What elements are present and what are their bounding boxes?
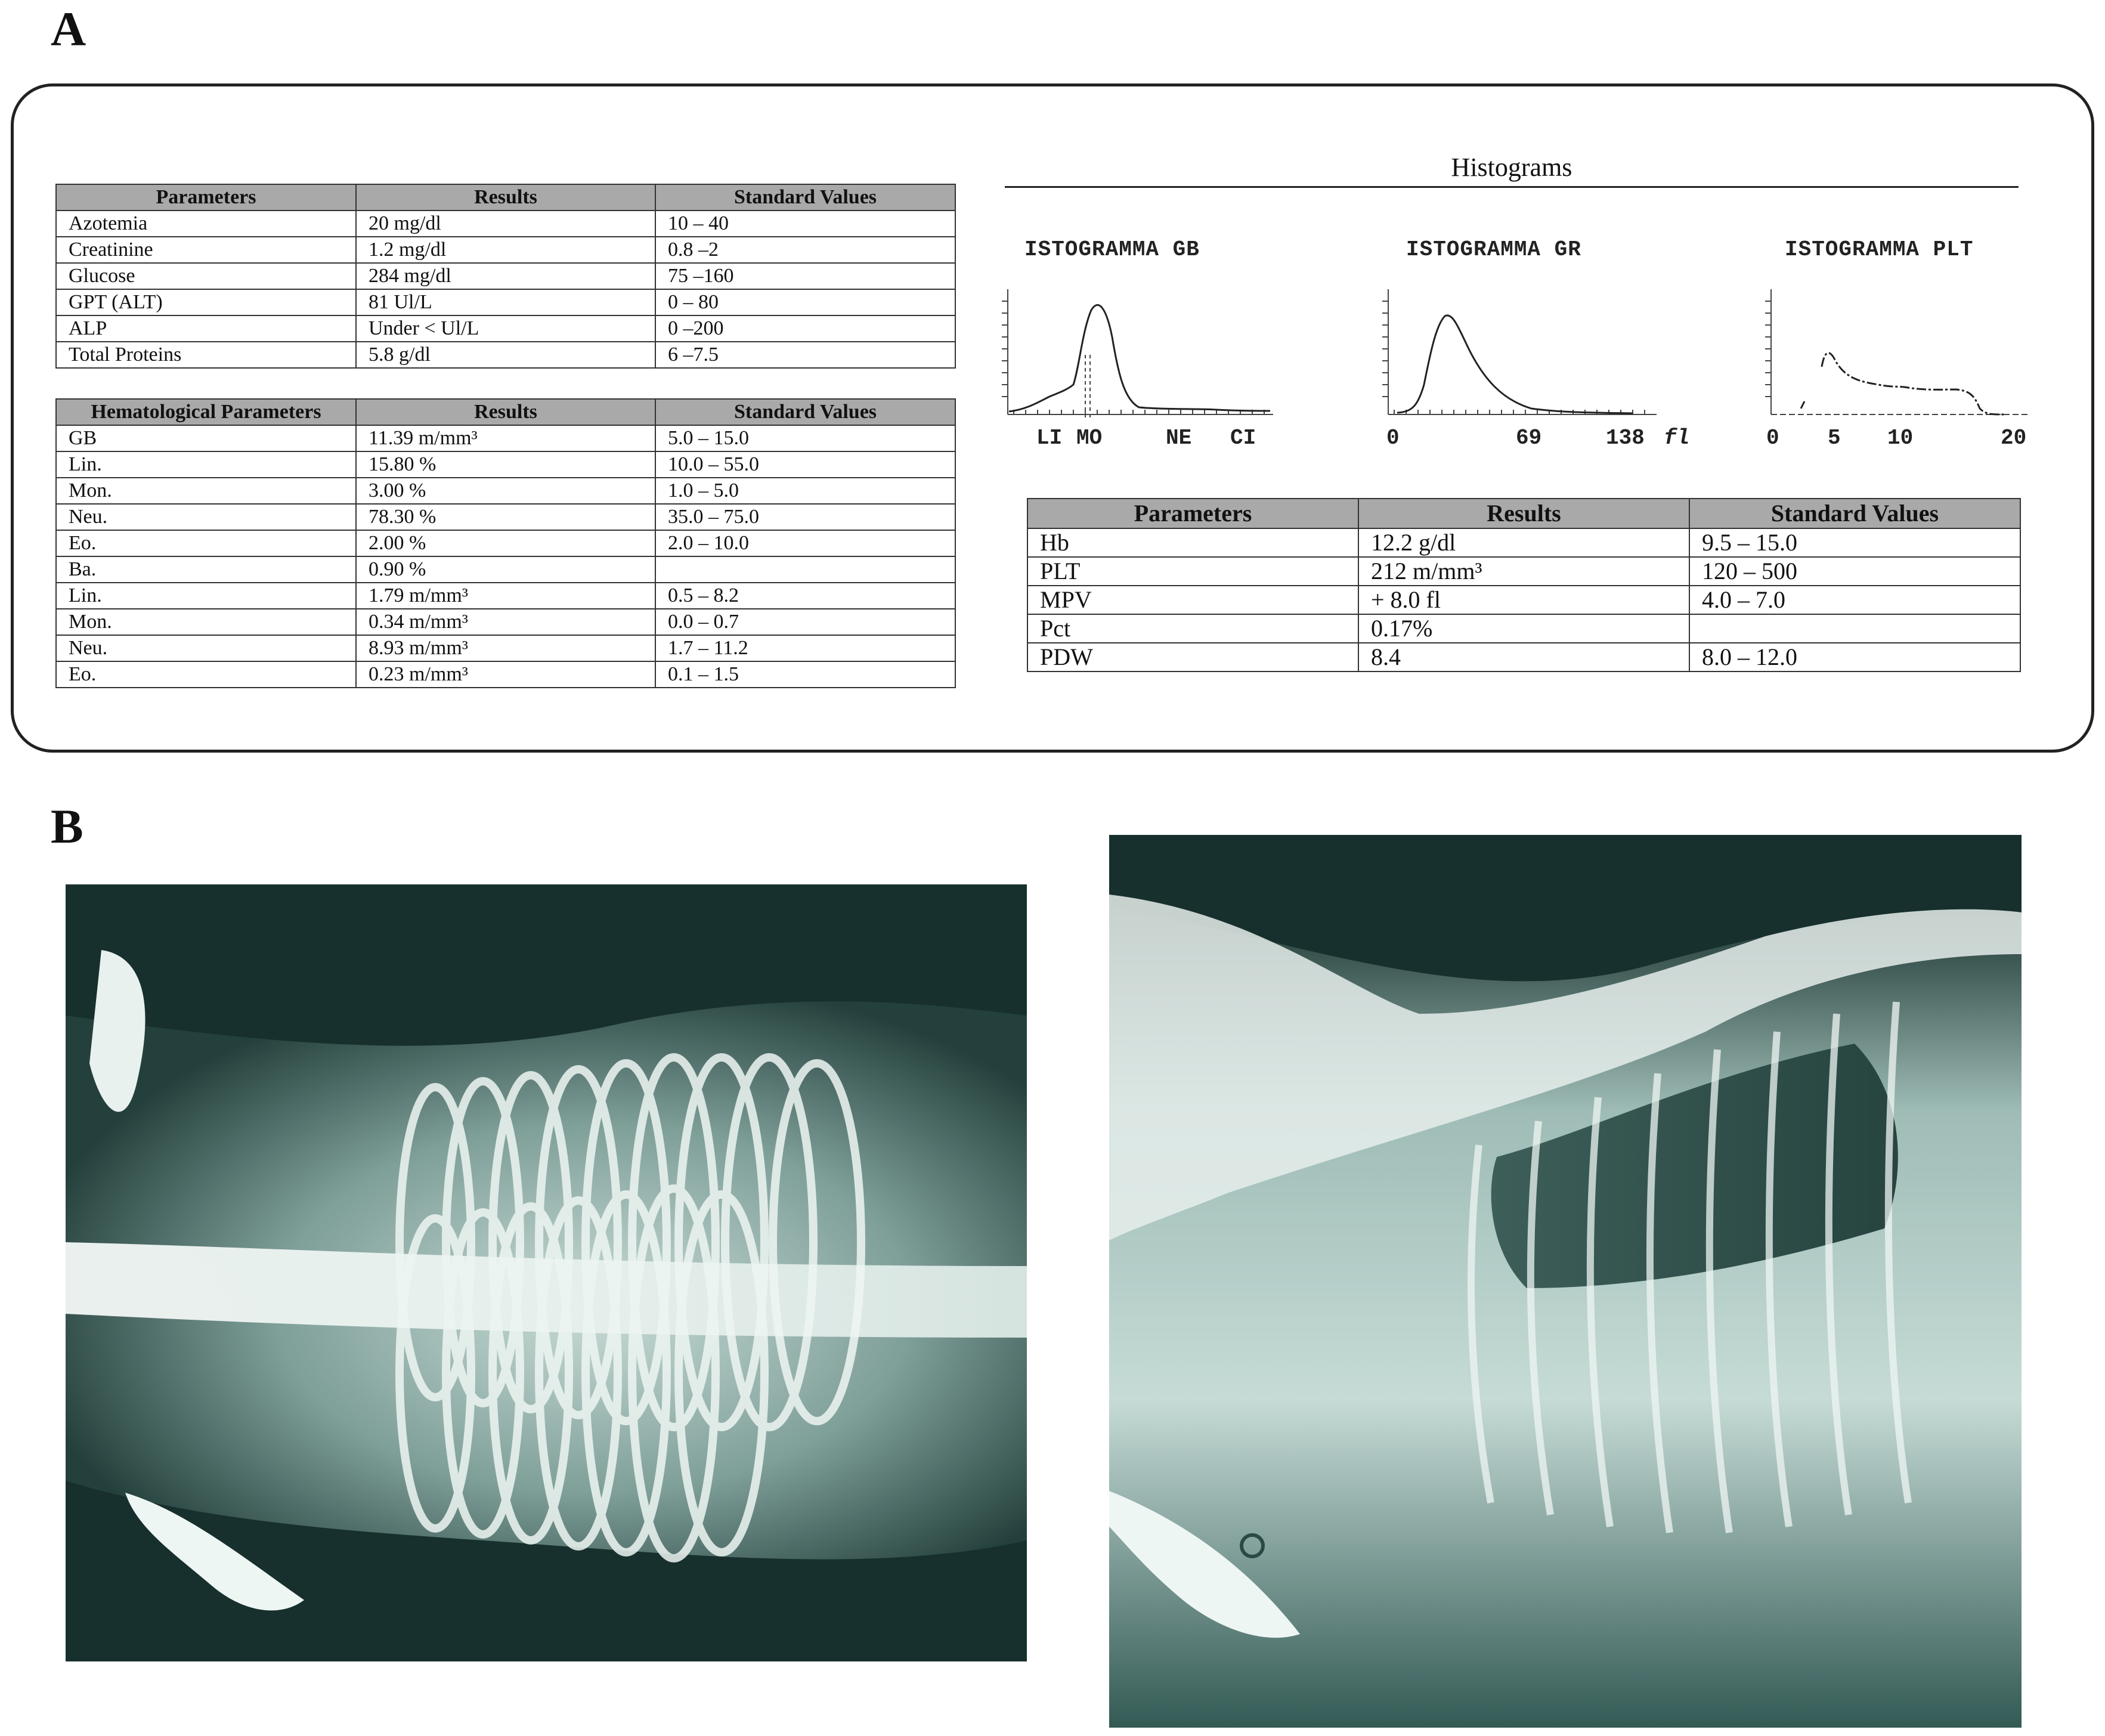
histogram-gb-axis-ne: NE: [1166, 426, 1192, 450]
cell-result: 78.30 %: [356, 504, 655, 530]
cell-standard: 4.0 – 7.0: [1689, 586, 2020, 614]
histogram-gb-label: ISTOGRAMMA GB: [1024, 237, 1200, 262]
column-header: Hematological Parameters: [56, 399, 356, 425]
cell-standard: 0.1 – 1.5: [655, 661, 955, 688]
cell-standard: 75 –160: [655, 263, 955, 289]
histogram-gr-axis-138: 138: [1606, 426, 1645, 450]
histogram-gb-axis-mo: MO: [1076, 426, 1103, 450]
cell-standard: 2.0 – 10.0: [655, 530, 955, 556]
cell-standard: 0.0 – 0.7: [655, 609, 955, 635]
cell-standard: 0.8 –2: [655, 237, 955, 263]
cell-standard: 10 – 40: [655, 211, 955, 237]
table-row: [56, 237, 955, 263]
table-header-row: [56, 184, 955, 211]
histogram-gr-axis-0: 0: [1386, 426, 1400, 450]
biochemistry-table: [55, 184, 956, 369]
column-header: Standard Values: [655, 399, 955, 425]
cell-parameter: Total Proteins: [56, 342, 356, 368]
table-row: [56, 478, 955, 504]
cell-result: 1.2 mg/dl: [356, 237, 655, 263]
cell-result: 5.8 g/dl: [356, 342, 655, 368]
table-row: [1027, 643, 2020, 671]
cell-parameter: GPT (ALT): [56, 289, 356, 315]
cell-result: 81 Ul/L: [356, 289, 655, 315]
column-header: Results: [356, 399, 655, 425]
platelet-table: [1027, 498, 2021, 672]
cell-parameter: Mon.: [56, 478, 356, 504]
table-row: [56, 425, 955, 451]
cell-parameter: Hb: [1027, 528, 1358, 557]
cell-standard: [1689, 614, 2020, 643]
table-row: [56, 504, 955, 530]
cell-result: 1.79 m/mm³: [356, 583, 655, 609]
histogram-plt-label: ISTOGRAMMA PLT: [1785, 237, 1974, 262]
histogram-plt-plot: [1765, 283, 2033, 420]
xray-ventrodorsal-image: [66, 884, 1027, 1661]
table-row: [56, 635, 955, 661]
hematology-table: [55, 398, 956, 688]
cell-result: 212 m/mm³: [1358, 557, 1689, 586]
cell-parameter: Eo.: [56, 530, 356, 556]
table-row: [1027, 586, 2020, 614]
cell-standard: 120 – 500: [1689, 557, 2020, 586]
cell-parameter: PLT: [1027, 557, 1358, 586]
table-row: [56, 315, 955, 342]
histogram-gr-label: ISTOGRAMMA GR: [1406, 237, 1581, 262]
cell-result: 3.00 %: [356, 478, 655, 504]
xray-image-icon: [1109, 835, 2022, 1728]
cell-standard: 6 –7.5: [655, 342, 955, 368]
table-row: [56, 583, 955, 609]
column-header: Parameters: [56, 184, 356, 211]
table-row: [56, 451, 955, 478]
cell-result: 15.80 %: [356, 451, 655, 478]
column-header: Results: [356, 184, 655, 211]
table-row: [56, 530, 955, 556]
table-row: [1027, 557, 2020, 586]
cell-parameter: Mon.: [56, 609, 356, 635]
cell-parameter: GB: [56, 425, 356, 451]
table-header-row: [1027, 499, 2020, 528]
xray-laterolateral-image: [1109, 835, 2022, 1728]
cell-standard: 0.5 – 8.2: [655, 583, 955, 609]
histogram-gb-axis-li: LI: [1036, 426, 1063, 450]
column-header: Results: [1358, 499, 1689, 528]
column-header: Standard Values: [1689, 499, 2020, 528]
cell-parameter: Azotemia: [56, 211, 356, 237]
cell-parameter: Ba.: [56, 556, 356, 583]
table-row: [56, 556, 955, 583]
cell-parameter: Pct: [1027, 614, 1358, 643]
cell-result: 8.93 m/mm³: [356, 635, 655, 661]
cell-result: 0.17%: [1358, 614, 1689, 643]
cell-standard: 8.0 – 12.0: [1689, 643, 2020, 671]
cell-result: 2.00 %: [356, 530, 655, 556]
cell-result: 20 mg/dl: [356, 211, 655, 237]
table-row: [1027, 614, 2020, 643]
panel-label-b: B: [51, 799, 83, 853]
histograms-title: Histograms: [1005, 152, 2019, 188]
histogram-plt-axis-20: 20: [2001, 426, 2027, 450]
histogram-gb-axis-ci: CI: [1230, 426, 1256, 450]
histogram-gr-axis-69: 69: [1516, 426, 1542, 450]
table-row: [56, 661, 955, 688]
table-row: [1027, 528, 2020, 557]
histogram-gr-plot: [1382, 283, 1663, 420]
cell-standard: 1.0 – 5.0: [655, 478, 955, 504]
cell-parameter: Neu.: [56, 504, 356, 530]
cell-result: Under < Ul/L: [356, 315, 655, 342]
histogram-plt-axis-0: 0: [1766, 426, 1779, 450]
table-header-row: [56, 399, 955, 425]
table-row: [56, 263, 955, 289]
cell-parameter: Glucose: [56, 263, 356, 289]
cell-parameter: ALP: [56, 315, 356, 342]
cell-parameter: PDW: [1027, 643, 1358, 671]
cell-result: 0.90 %: [356, 556, 655, 583]
histogram-plt-axis-10: 10: [1887, 426, 1914, 450]
cell-standard: 35.0 – 75.0: [655, 504, 955, 530]
cell-result: 0.23 m/mm³: [356, 661, 655, 688]
cell-standard: 5.0 – 15.0: [655, 425, 955, 451]
histogram-plt-axis-5: 5: [1828, 426, 1841, 450]
table-row: [56, 211, 955, 237]
cell-parameter: Creatinine: [56, 237, 356, 263]
cell-standard: [655, 556, 955, 583]
cell-result: 284 mg/dl: [356, 263, 655, 289]
cell-result: 11.39 m/mm³: [356, 425, 655, 451]
cell-result: 12.2 g/dl: [1358, 528, 1689, 557]
histogram-gr-axis-unit: fl: [1664, 426, 1690, 450]
cell-standard: 9.5 – 15.0: [1689, 528, 2020, 557]
cell-standard: 0 –200: [655, 315, 955, 342]
cell-standard: 0 – 80: [655, 289, 955, 315]
cell-result: + 8.0 fl: [1358, 586, 1689, 614]
cell-parameter: Lin.: [56, 583, 356, 609]
cell-standard: 1.7 – 11.2: [655, 635, 955, 661]
cell-parameter: MPV: [1027, 586, 1358, 614]
cell-standard: 10.0 – 55.0: [655, 451, 955, 478]
table-row: [56, 342, 955, 368]
panel-label-a: A: [51, 2, 86, 56]
column-header: Parameters: [1027, 499, 1358, 528]
cell-parameter: Eo.: [56, 661, 356, 688]
cell-result: 8.4: [1358, 643, 1689, 671]
cell-result: 0.34 m/mm³: [356, 609, 655, 635]
cell-parameter: Lin.: [56, 451, 356, 478]
table-row: [56, 609, 955, 635]
cell-parameter: Neu.: [56, 635, 356, 661]
table-row: [56, 289, 955, 315]
column-header: Standard Values: [655, 184, 955, 211]
xray-image-icon: [66, 884, 1027, 1661]
histogram-gb-plot: [1002, 283, 1276, 420]
